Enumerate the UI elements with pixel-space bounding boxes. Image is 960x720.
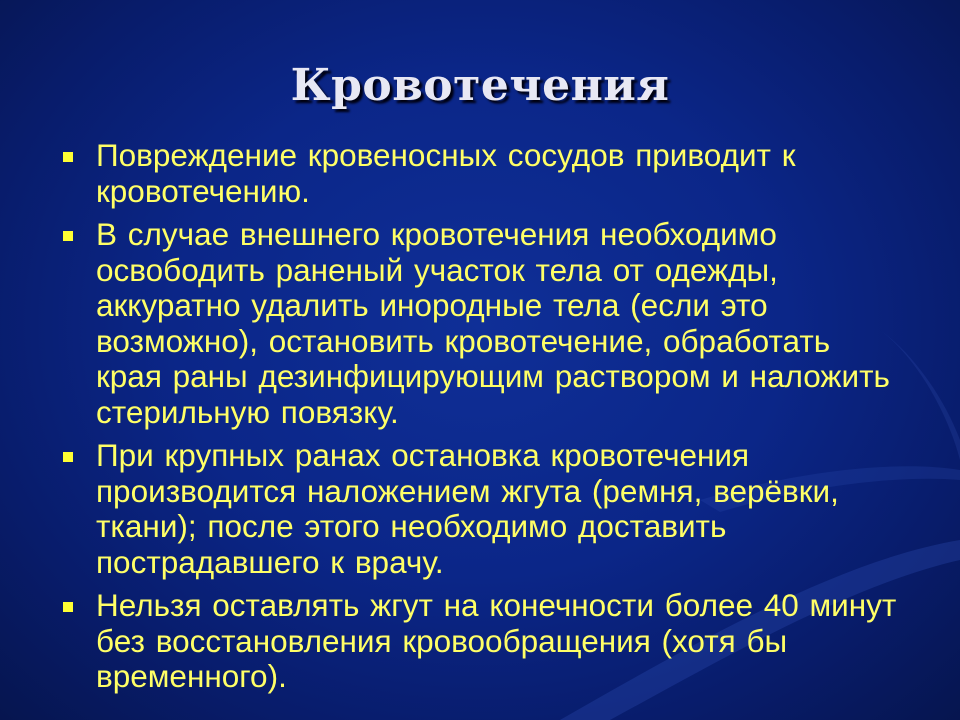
bullet-item bbox=[58, 138, 898, 209]
bullet-text: Повреждение кровеносных сосудов приводит к кровотечению. bbox=[96, 137, 796, 209]
square-bullet-icon bbox=[63, 602, 73, 612]
square-bullet-icon bbox=[63, 452, 73, 462]
bullet-item bbox=[58, 438, 898, 580]
bullet-text: В случае внешнего кровотечения необходимо освободить раненый участок тела от одежды, аккуратно удалить инородные тела (если это возможно), остановить кровотечение, обработать края раны дезинфицирующим раствором и наложить стерильную повязку. bbox=[96, 216, 890, 430]
bullet-text: При крупных ранах остановка кровотечения производится наложением жгута (ремня, верёвки, ткани); после этого необходимо доставить пострадавшего к врачу. bbox=[96, 437, 839, 580]
bullet-item bbox=[58, 217, 898, 430]
square-bullet-icon bbox=[63, 231, 73, 241]
square-bullet-icon bbox=[63, 152, 73, 162]
slide-title: Кровотечения bbox=[290, 60, 670, 111]
bullet-list bbox=[58, 138, 898, 703]
bullet-item bbox=[58, 588, 898, 695]
bullet-text: Нельзя оставлять жгут на конечности более 40 минут без восстановления кровообращения (хотя бы временного). bbox=[96, 587, 897, 694]
